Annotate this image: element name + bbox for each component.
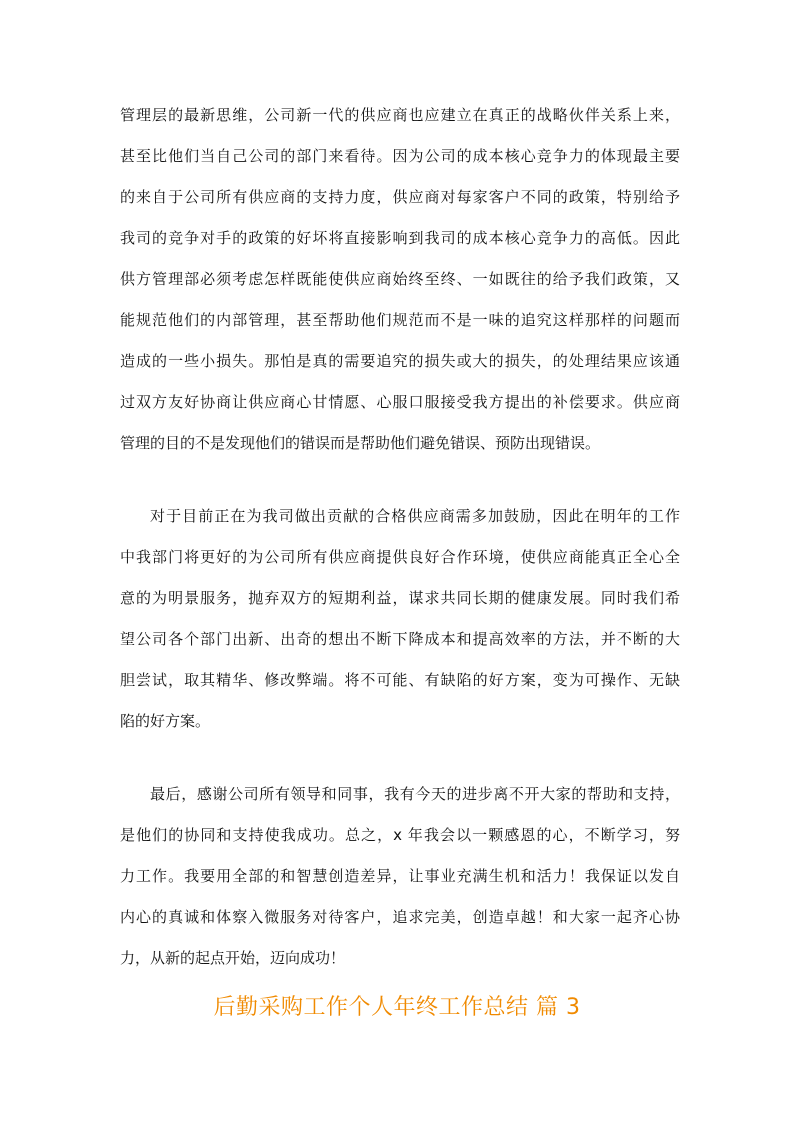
paragraph-1 [120,95,680,464]
text-line: 力，从新的起点开始，迈向成功！ [120,949,346,967]
text-line: 能规范他们的内部管理，甚至帮助他们规范而不是一味的追究这样那样的问题而 [120,311,680,329]
paragraph-3 [120,774,680,979]
text-line: 望公司各个部门出新、出奇的想出不断下降成本和提高效率的方法，并不断的大 [120,630,680,648]
text-line: 胆尝试，取其精华、修改弊端。将不可能、有缺陷的好方案，变为可操作、无缺 [120,671,680,689]
text-line: 力工作。我要用全部的和智慧创造差异，让事业充满生机和活力！我保证以发自 [120,867,680,885]
text-line: 我司的竞争对手的政策的好坏将直接影响到我司的成本核心竞争力的高低。因此 [120,229,680,247]
text-line: 陷的好方案。 [120,712,211,730]
text-line: 是他们的协同和支持使我成功。总之，x 年我会以一颗感恩的心，不断学习，努 [120,826,680,844]
text-line: 对于目前正在为我司做出贡献的合格供应商需多加鼓励，因此在明年的工作 [150,507,680,525]
text-line: 的来自于公司所有供应商的支持力度，供应商对每家客户不同的政策，特别给予 [120,188,680,206]
text-line: 造成的一些小损失。那怕是真的需要追究的损失或大的损失，的处理结果应该通 [120,352,680,370]
paragraph-2 [120,496,680,742]
text-line: 过双方友好协商让供应商心甘情愿、心服口服接受我方提出的补偿要求。供应商 [120,393,680,411]
section-heading: 后勤采购工作个人年终工作总结 篇 3 [213,995,581,1020]
text-line: 管理层的最新思维，公司新一代的供应商也应建立在真正的战略伙伴关系上来， [120,106,680,124]
text-line: 管理的目的不是发现他们的错误而是帮助他们避免错误、预防出现错误。 [120,434,601,452]
text-line: 供方管理部必须考虑怎样既能使供应商始终至终、一如既往的给予我们政策，又 [120,270,680,288]
text-line: 甚至比他们当自己公司的部门来看待。因为公司的成本核心竞争力的体现最主要 [120,147,680,165]
text-line: 意的为明景服务，抛弃双方的短期利益，谋求共同长期的健康发展。同时我们希 [120,589,680,607]
document-body [120,95,680,1011]
text-line: 中我部门将更好的为公司所有供应商提供良好合作环境，使供应商能真正全心全 [120,548,680,566]
text-line: 内心的真诚和体察入微服务对待客户，追求完美，创造卓越！和大家一起齐心协 [120,908,680,926]
text-line: 最后，感谢公司所有领导和同事，我有今天的进步离不开大家的帮助和支持， [150,785,680,803]
